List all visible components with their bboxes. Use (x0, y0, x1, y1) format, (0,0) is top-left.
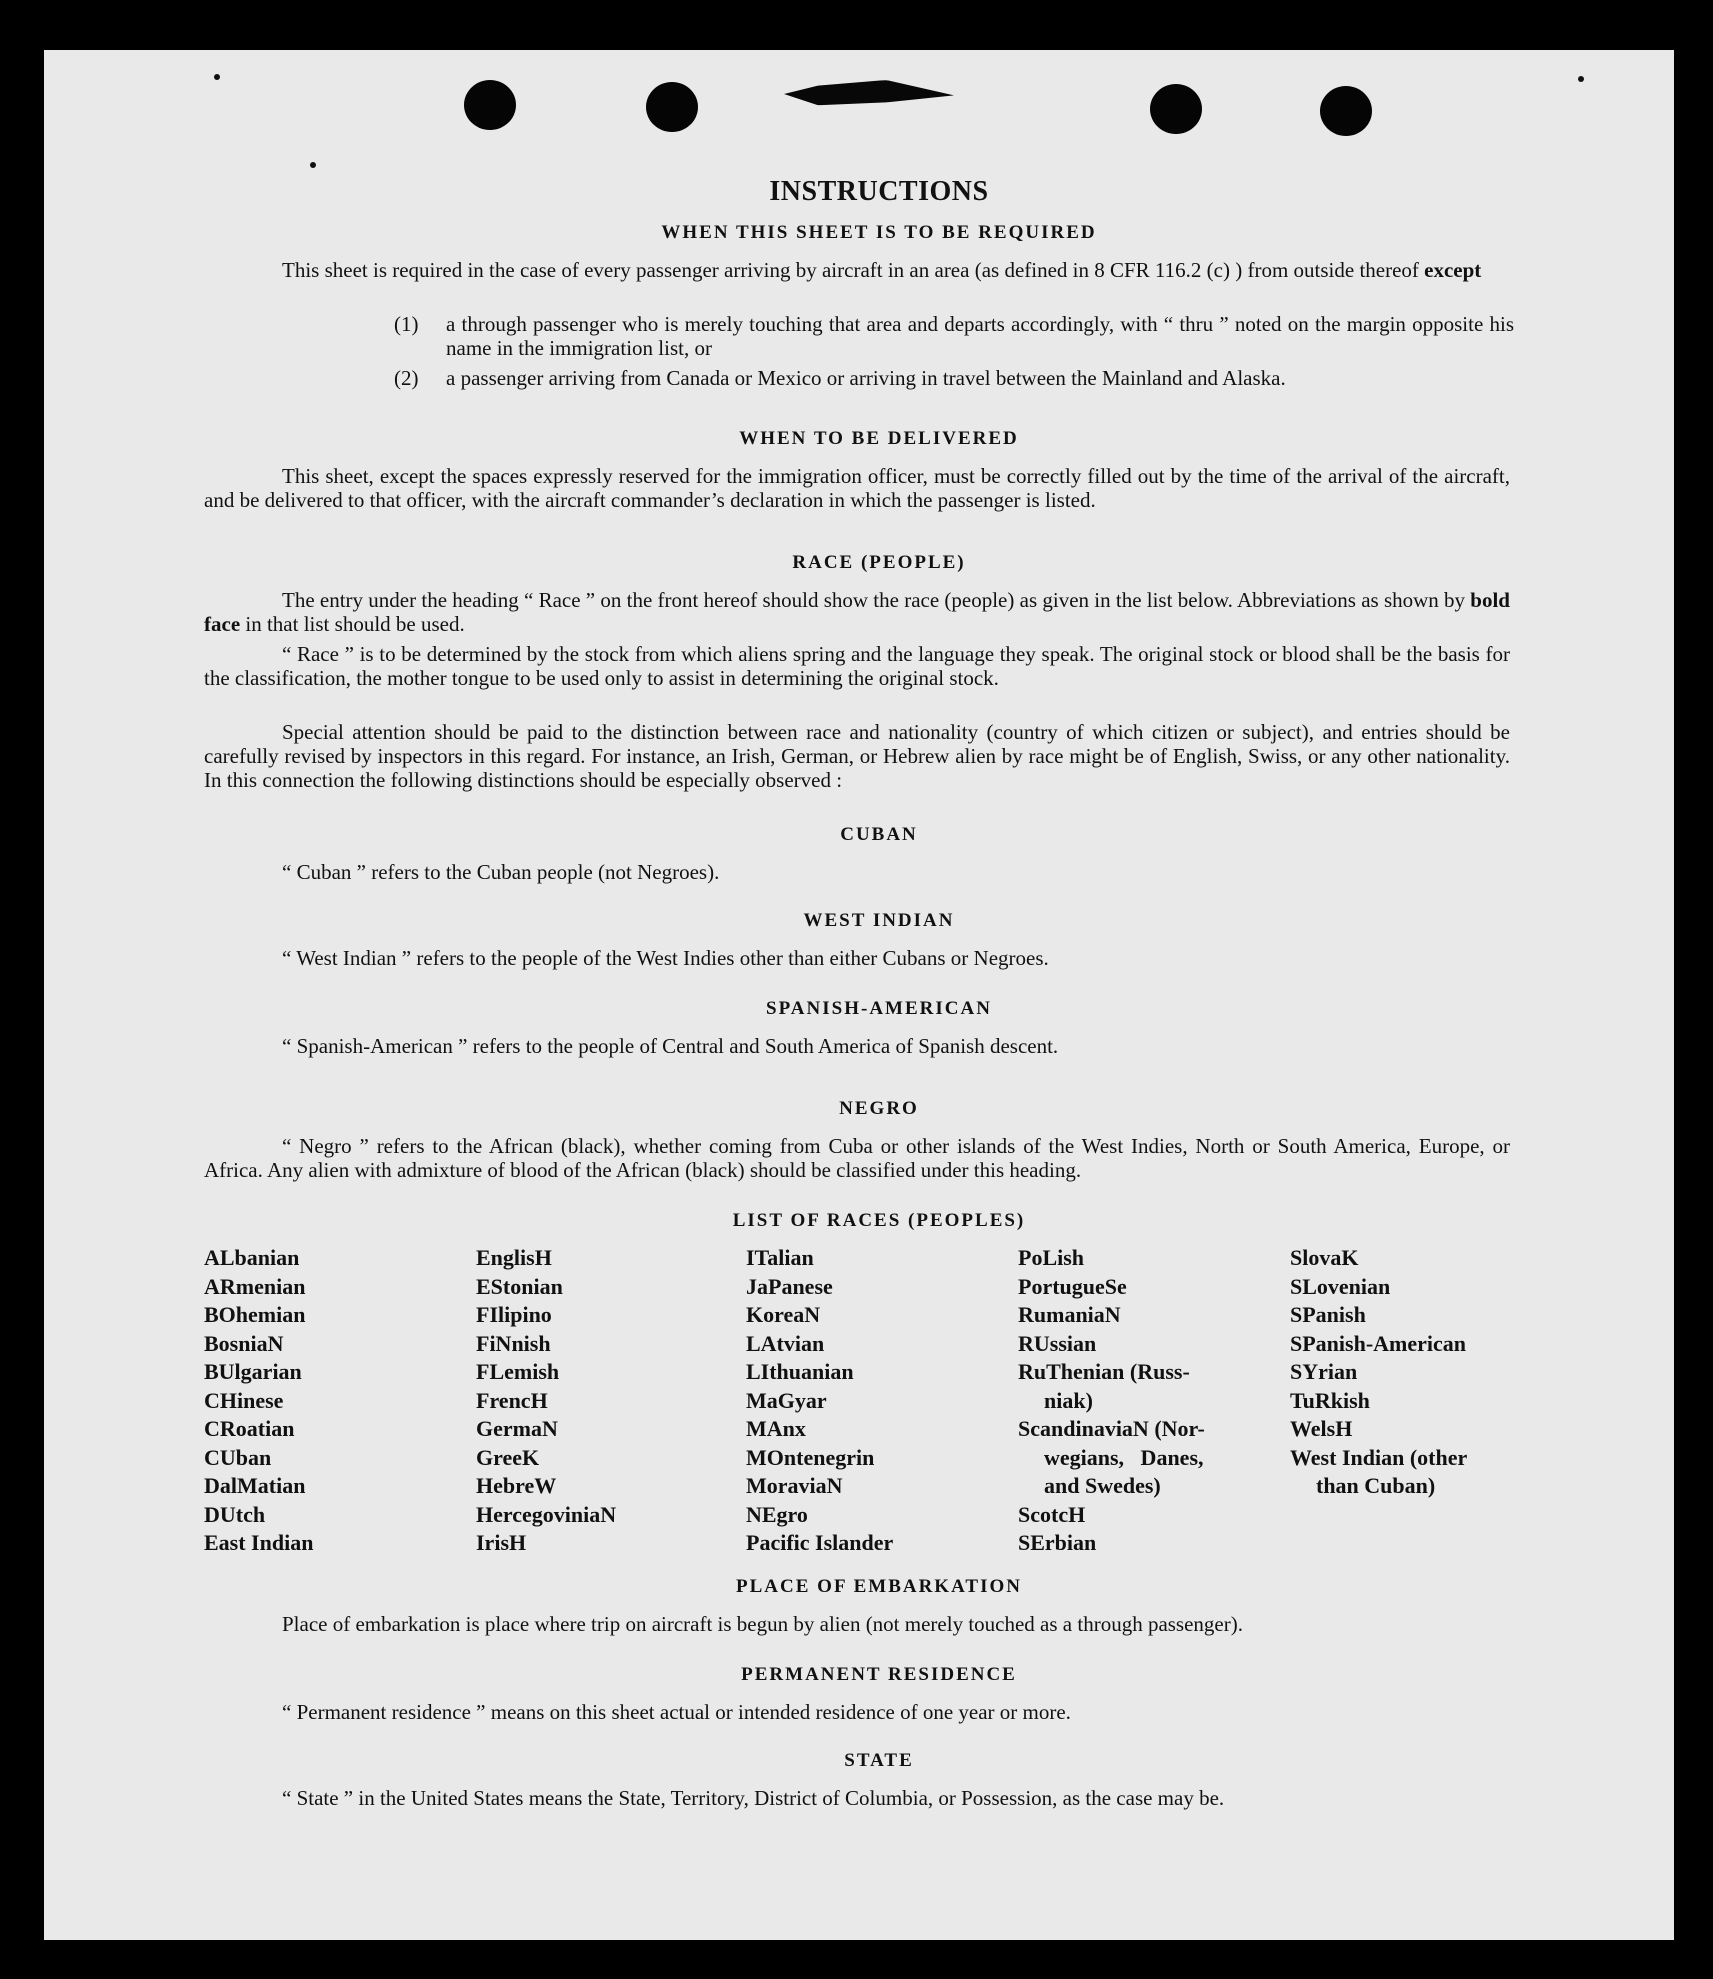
race-entry: wegians, Danes, (1044, 1444, 1204, 1470)
races-list (204, 1244, 1564, 1554)
race-entry: GreeK (476, 1444, 540, 1470)
race-entry: KoreaN (746, 1302, 821, 1327)
race-entry: than Cuban) (1316, 1473, 1436, 1498)
race-entry: WelsH (1290, 1416, 1353, 1441)
heading-when-required: WHEN THIS SHEET IS TO BE REQUIRED (661, 222, 1097, 243)
race-entry: DUtch (204, 1501, 266, 1527)
delivered-text: This sheet, except the spaces expressly reserved for the immigration officer, must be correctly filled out by the time of the arrival of the aircraft, and be delivered to that officer, with the aircraft commander’s declaration in which the passenger is listed. (204, 464, 1510, 512)
race-entry: PortugueSe (1018, 1273, 1127, 1299)
race-entry: MAnx (746, 1416, 806, 1441)
race-entry: IrisH (476, 1530, 527, 1555)
race-entry: SYrian (1290, 1359, 1358, 1384)
race-entry: MaGyar (746, 1387, 827, 1413)
race-entry: EnglisH (476, 1245, 552, 1270)
race-entry: RuThenian (Russ- (1018, 1359, 1190, 1384)
race-paragraph-1 (204, 588, 1510, 636)
heading-west-indian: WEST INDIAN (803, 910, 955, 931)
punch-hole (1150, 84, 1202, 134)
item-text: a through passenger who is merely touching that area and departs accordingly, with “ thru ” noted on the margin opposite his name in the immigration list, or (446, 312, 1514, 360)
heading-spanish-american: SPANISH-AMERICAN (766, 998, 992, 1019)
embarkation-text: Place of embarkation is place where trip on aircraft is begun by alien (not merely touched as a through passenger). (282, 1612, 1243, 1636)
races-column-3 (746, 1244, 1016, 1558)
race-entry: HercegoviniaN (476, 1501, 617, 1527)
punch-hole (1320, 86, 1372, 136)
state-text: “ State ” in the United States means the State, Territory, District of Columbia, or Possession, as the case may be. (282, 1786, 1225, 1810)
races-column-5 (1290, 1244, 1560, 1501)
race-entry: FiNnish (476, 1330, 551, 1356)
race-p1-end: in that list should be used. (245, 612, 465, 636)
race-entry: Pacific Islander (746, 1530, 894, 1555)
race-entry: GermaN (476, 1416, 558, 1441)
race-entry: East Indian (204, 1530, 314, 1555)
race-entry: CRoatian (204, 1416, 295, 1441)
race-entry: MOntenegrin (746, 1444, 875, 1470)
heading-place-of-embarkation: PLACE OF EMBARKATION (736, 1576, 1022, 1597)
race-entry: SPanish-American (1290, 1330, 1466, 1356)
race-entry: SlovaK (1290, 1245, 1359, 1270)
punch-hole (646, 82, 698, 132)
race-p1-bold: bold face (204, 588, 1510, 636)
required-item-2 (394, 366, 1514, 390)
race-entry: FIlipino (476, 1302, 552, 1327)
required-intro-except: except (1424, 258, 1482, 282)
race-entry: SPanish (1290, 1302, 1366, 1327)
race-entry: ITalian (746, 1245, 814, 1270)
negro-text: “ Negro ” refers to the African (black), whether coming from Cuba or other islands of the West Indies, North or South America, Europe, or Africa. Any alien with admixture of blood of the African (black) should be classified under this heading. (204, 1134, 1510, 1182)
item-number: (1) (394, 312, 419, 336)
race-entry: ScotcH (1018, 1501, 1086, 1527)
heading-race: RACE (PEOPLE) (792, 552, 966, 573)
race-entry: RUssian (1018, 1330, 1097, 1356)
heading-when-delivered: WHEN TO BE DELIVERED (739, 428, 1019, 449)
race-entry: niak) (1044, 1387, 1093, 1413)
race-entry: LIthuanian (746, 1359, 854, 1384)
page-title: INSTRUCTIONS (769, 176, 989, 207)
item-number: (2) (394, 366, 419, 390)
race-entry: FrencH (476, 1387, 548, 1413)
races-column-4 (1018, 1244, 1288, 1558)
heading-list-of-races: LIST OF RACES (PEOPLES) (732, 1210, 1026, 1231)
race-entry: and Swedes) (1044, 1473, 1161, 1498)
race-entry: DalMatian (204, 1473, 306, 1498)
punch-hole (464, 80, 516, 130)
races-column-2 (476, 1244, 746, 1558)
heading-state: STATE (844, 1750, 914, 1771)
heading-cuban: CUBAN (840, 824, 918, 845)
race-entry: BOhemian (204, 1302, 306, 1327)
race-entry: PoLish (1018, 1245, 1085, 1270)
west-indian-text: “ West Indian ” refers to the people of the West Indies other than either Cubans or Negroes. (282, 946, 1049, 970)
race-entry: SLovenian (1290, 1273, 1391, 1299)
race-entry: West Indian (other (1290, 1444, 1468, 1470)
race-entry: ScandinaviaN (Nor- (1018, 1416, 1205, 1441)
required-intro-text: This sheet is required in the case of every passenger arriving by aircraft in an area (as defined in 8 CFR 116.2 (c) ) from outside thereof (282, 258, 1419, 282)
spanish-american-text: “ Spanish-American ” refers to the people of Central and South America of Spanish descent. (282, 1034, 1059, 1058)
speck (310, 162, 316, 168)
cuban-text: “ Cuban ” refers to the Cuban people (not Negroes). (282, 860, 720, 884)
speck (1578, 76, 1584, 82)
race-entry: ALbanian (204, 1245, 300, 1270)
race-entry: FLemish (476, 1359, 560, 1384)
race-entry: MoraviaN (746, 1473, 843, 1498)
race-entry: ARmenian (204, 1273, 306, 1299)
item-text: a passenger arriving from Canada or Mexico or arriving in travel between the Mainland and Alaska. (446, 366, 1286, 390)
race-paragraph-2: “ Race ” is to be determined by the stock from which aliens spring and the language they speak. The original stock or blood shall be the basis for the classification, the mother tongue to be used only to assist in determining the original stock. (204, 642, 1510, 690)
race-entry: BUlgarian (204, 1359, 302, 1384)
races-column-1 (204, 1244, 474, 1558)
required-item-1 (394, 312, 1514, 360)
heading-permanent-residence: PERMANENT RESIDENCE (741, 1664, 1017, 1685)
race-entry: SErbian (1018, 1530, 1097, 1555)
race-entry: CUban (204, 1444, 272, 1470)
race-entry: HebreW (476, 1473, 557, 1498)
race-entry: CHinese (204, 1387, 284, 1413)
race-p1-text: The entry under the heading “ Race ” on the front hereof should show the race (people) as given in the list below. Abbreviations as shown by (282, 588, 1466, 612)
speck (214, 74, 220, 80)
race-entry: BosniaN (204, 1330, 284, 1356)
race-entry: NEgro (746, 1501, 808, 1527)
race-entry: JaPanese (746, 1273, 833, 1299)
required-intro (204, 258, 1510, 282)
race-paragraph-3: Special attention should be paid to the distinction between race and nationality (country of which citizen or subject), and entries should be carefully revised by inspectors in this regard. For instance, an Irish, German, or Hebrew alien by race might be of English, Swiss, or any other nationality. In this connection the following distinctions should be especially observed : (204, 720, 1510, 792)
document-page (44, 50, 1674, 1940)
residence-text: “ Permanent residence ” means on this sheet actual or intended residence of one year or more. (282, 1700, 1071, 1724)
race-entry: RumaniaN (1018, 1302, 1121, 1327)
heading-negro: NEGRO (839, 1098, 919, 1119)
race-entry: EStonian (476, 1273, 563, 1299)
paper-tear (784, 80, 954, 108)
race-entry: LAtvian (746, 1330, 825, 1356)
race-entry: TuRkish (1290, 1387, 1370, 1413)
